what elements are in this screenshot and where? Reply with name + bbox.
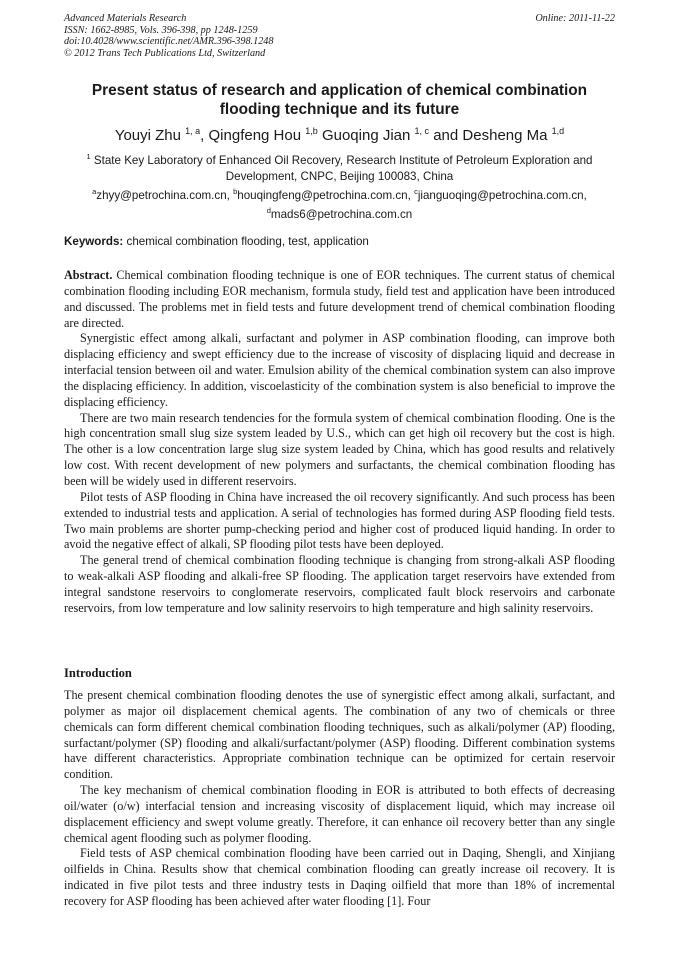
author-name: Desheng Ma: [462, 127, 548, 144]
abstract-paragraph: The general trend of chemical combination flooding technique is changing from strong-alkali ASP flooding to weak-alkali ASP flooding and alkali-free SP flooding. The application target reservoirs have extended from integral sandstone reservoirs to conglomerate reservoirs, complicated fault block reservoirs and carbonate reservoirs, from low temperature and low salinity reservoirs to high temperature and high salinity reservoirs.: [64, 553, 615, 615]
abstract-paragraph: Pilot tests of ASP flooding in China have increased the oil recovery significantly. And such process has been extended to industrial tests and application. A serial of technologies has formed during ASP flooding field tests. Two main problems are shorter pump-checking period and higher cost of produced liquid handing. In order to avoid the negative effect of alkali, SP flooding pilot tests have been deployed.: [64, 489, 615, 552]
email-link[interactable]: zhyy@petrochina.com.cn: [96, 188, 227, 202]
email-link[interactable]: jianguoqing@petrochina.com.cn: [417, 188, 584, 202]
email-link[interactable]: mads6@petrochina.com.cn: [270, 208, 413, 222]
paper-title: Present status of research and application of chemical combination flooding technique and its future: [91, 82, 588, 118]
body-paragraph: Field tests of ASP chemical combination flooding have been carried out in Daqing, Shengli, and Xinjiang oilfields in China. Results show that chemical combination flooding can greatly increase oil recovery. It is indicated in five pilot tests and three industry tests in Daqing oilfield that more than 18% of incremental recovery for ASP flooding has been achieved after water flooding [1]. Four: [64, 846, 615, 908]
abstract-paragraph: There are two main research tendencies for the formula system of chemical combination flooding. One is the high concentration small slug size system leaded by U.S., which can get high oil recovery but the cost is high. The other is a low concentration large slug size system leaded by China, which has good results and relatively low cost. With recent development of new polymers and surfactants, the chemical combination flooding has been will be widely used in different reservoirs.: [64, 410, 615, 488]
email-mark: d: [266, 206, 271, 216]
author-affil-mark: 1, a: [185, 126, 201, 136]
author-affil-mark: 1, c: [414, 126, 430, 136]
abstract-section: [64, 268, 615, 617]
abstract-paragraph: Synergistic effect among alkali, surfactant and polymer in ASP combination flooding, can improve both displacing efficiency and swept efficiency due to the increase of viscosity of displacing liquid and decrease in interfacial tension between oil and water. Emulsion ability of the chemical combination system can also improve the displacing efficiency. In addition, viscoelasticity of the combination system is also beneficial to improve the displacing efficiency.: [64, 331, 615, 409]
email-mark: a: [92, 187, 97, 196]
email-mark: b: [233, 187, 238, 196]
abstract-paragraph: Abstract. Chemical combination flooding technique is one of EOR techniques. The current status of chemical combination flooding including EOR mechanism, formula study, field test and application have been introduced and discussed. The problems met in field tests and future development trend of chemical combination flooding are directed.: [64, 268, 615, 330]
author-name: Guoqing Jian: [321, 127, 411, 144]
copyright-line: © 2012 Trans Tech Publications Ltd, Switzerland: [64, 47, 266, 59]
body-paragraph: The key mechanism of chemical combination flooding in EOR is attributed to both effects of decreasing oil/water (o/w) interfacial tension and increasing viscosity of displacement liquid, which may increase oil displacement efficiency and swept volume greatly. Therefore, it can enhance oil recovery better than any single chemical agent flooding such as polymer flooding.: [64, 783, 615, 845]
journal-name: Advanced Materials Research: [64, 13, 187, 24]
email-mark: c: [414, 187, 418, 196]
abstract-label: Abstract.: [64, 268, 113, 282]
keywords-label: Keywords:: [64, 235, 124, 248]
author-name: Youyi Zhu: [114, 127, 181, 144]
author-affil-mark: 1,b: [305, 126, 318, 136]
email-list: $^a$zhyy@petrochina.com.cn, $^b$houqingfeng@petrochina.com.cn, $^c$jianguoqing@petrochina.com.cn, $^d$mads6@petrochina.com.cn: [92, 187, 587, 222]
author-list: [64, 121, 615, 146]
section-heading: Introduction: [64, 666, 132, 680]
author-separator: and: [429, 127, 463, 144]
doi-line[interactable]: doi:10.4028/www.scientific.net/AMR.396-398.1248: [64, 36, 274, 48]
keywords-text: chemical combination flooding, test, application: [126, 235, 369, 248]
affiliation: [64, 149, 615, 185]
author-separator: ,: [200, 127, 209, 144]
introduction-section: [64, 665, 615, 910]
issn-line: ISSN: 1662-8985, Vols. 396-398, pp 1248-1259: [64, 24, 258, 36]
affiliation-mark: 1: [86, 152, 91, 161]
author-name: Qingfeng Hou: [208, 127, 302, 144]
body-paragraph: The present chemical combination flooding denotes the use of synergistic effect among alkali, surfactant, and polymer as major oil displacement chemical agents. The combination of any two of chemicals or three chemicals can form different chemical combination flooding techniques, such as alkali/polymer (AP) flooding, surfactant/polymer (SP) flooding and alkali/surfactant/polymer (ASP) flooding. Different combination systems have different characteristics. Appropriate combination technique can be optimized for certain reservoir condition.: [64, 688, 615, 782]
journal-header: [64, 13, 615, 59]
email-link[interactable]: houqingfeng@petrochina.com.cn: [237, 188, 408, 202]
author-affil-mark: 1,d: [551, 126, 565, 136]
affiliation-text: State Key Laboratory of Enhanced Oil Recovery, Research Institute of Petroleum Exploration and Development, CNPC, Beijing 100083, China: [93, 153, 593, 183]
keywords: [64, 234, 615, 249]
online-date: Online: 2011-11-22: [535, 13, 615, 24]
